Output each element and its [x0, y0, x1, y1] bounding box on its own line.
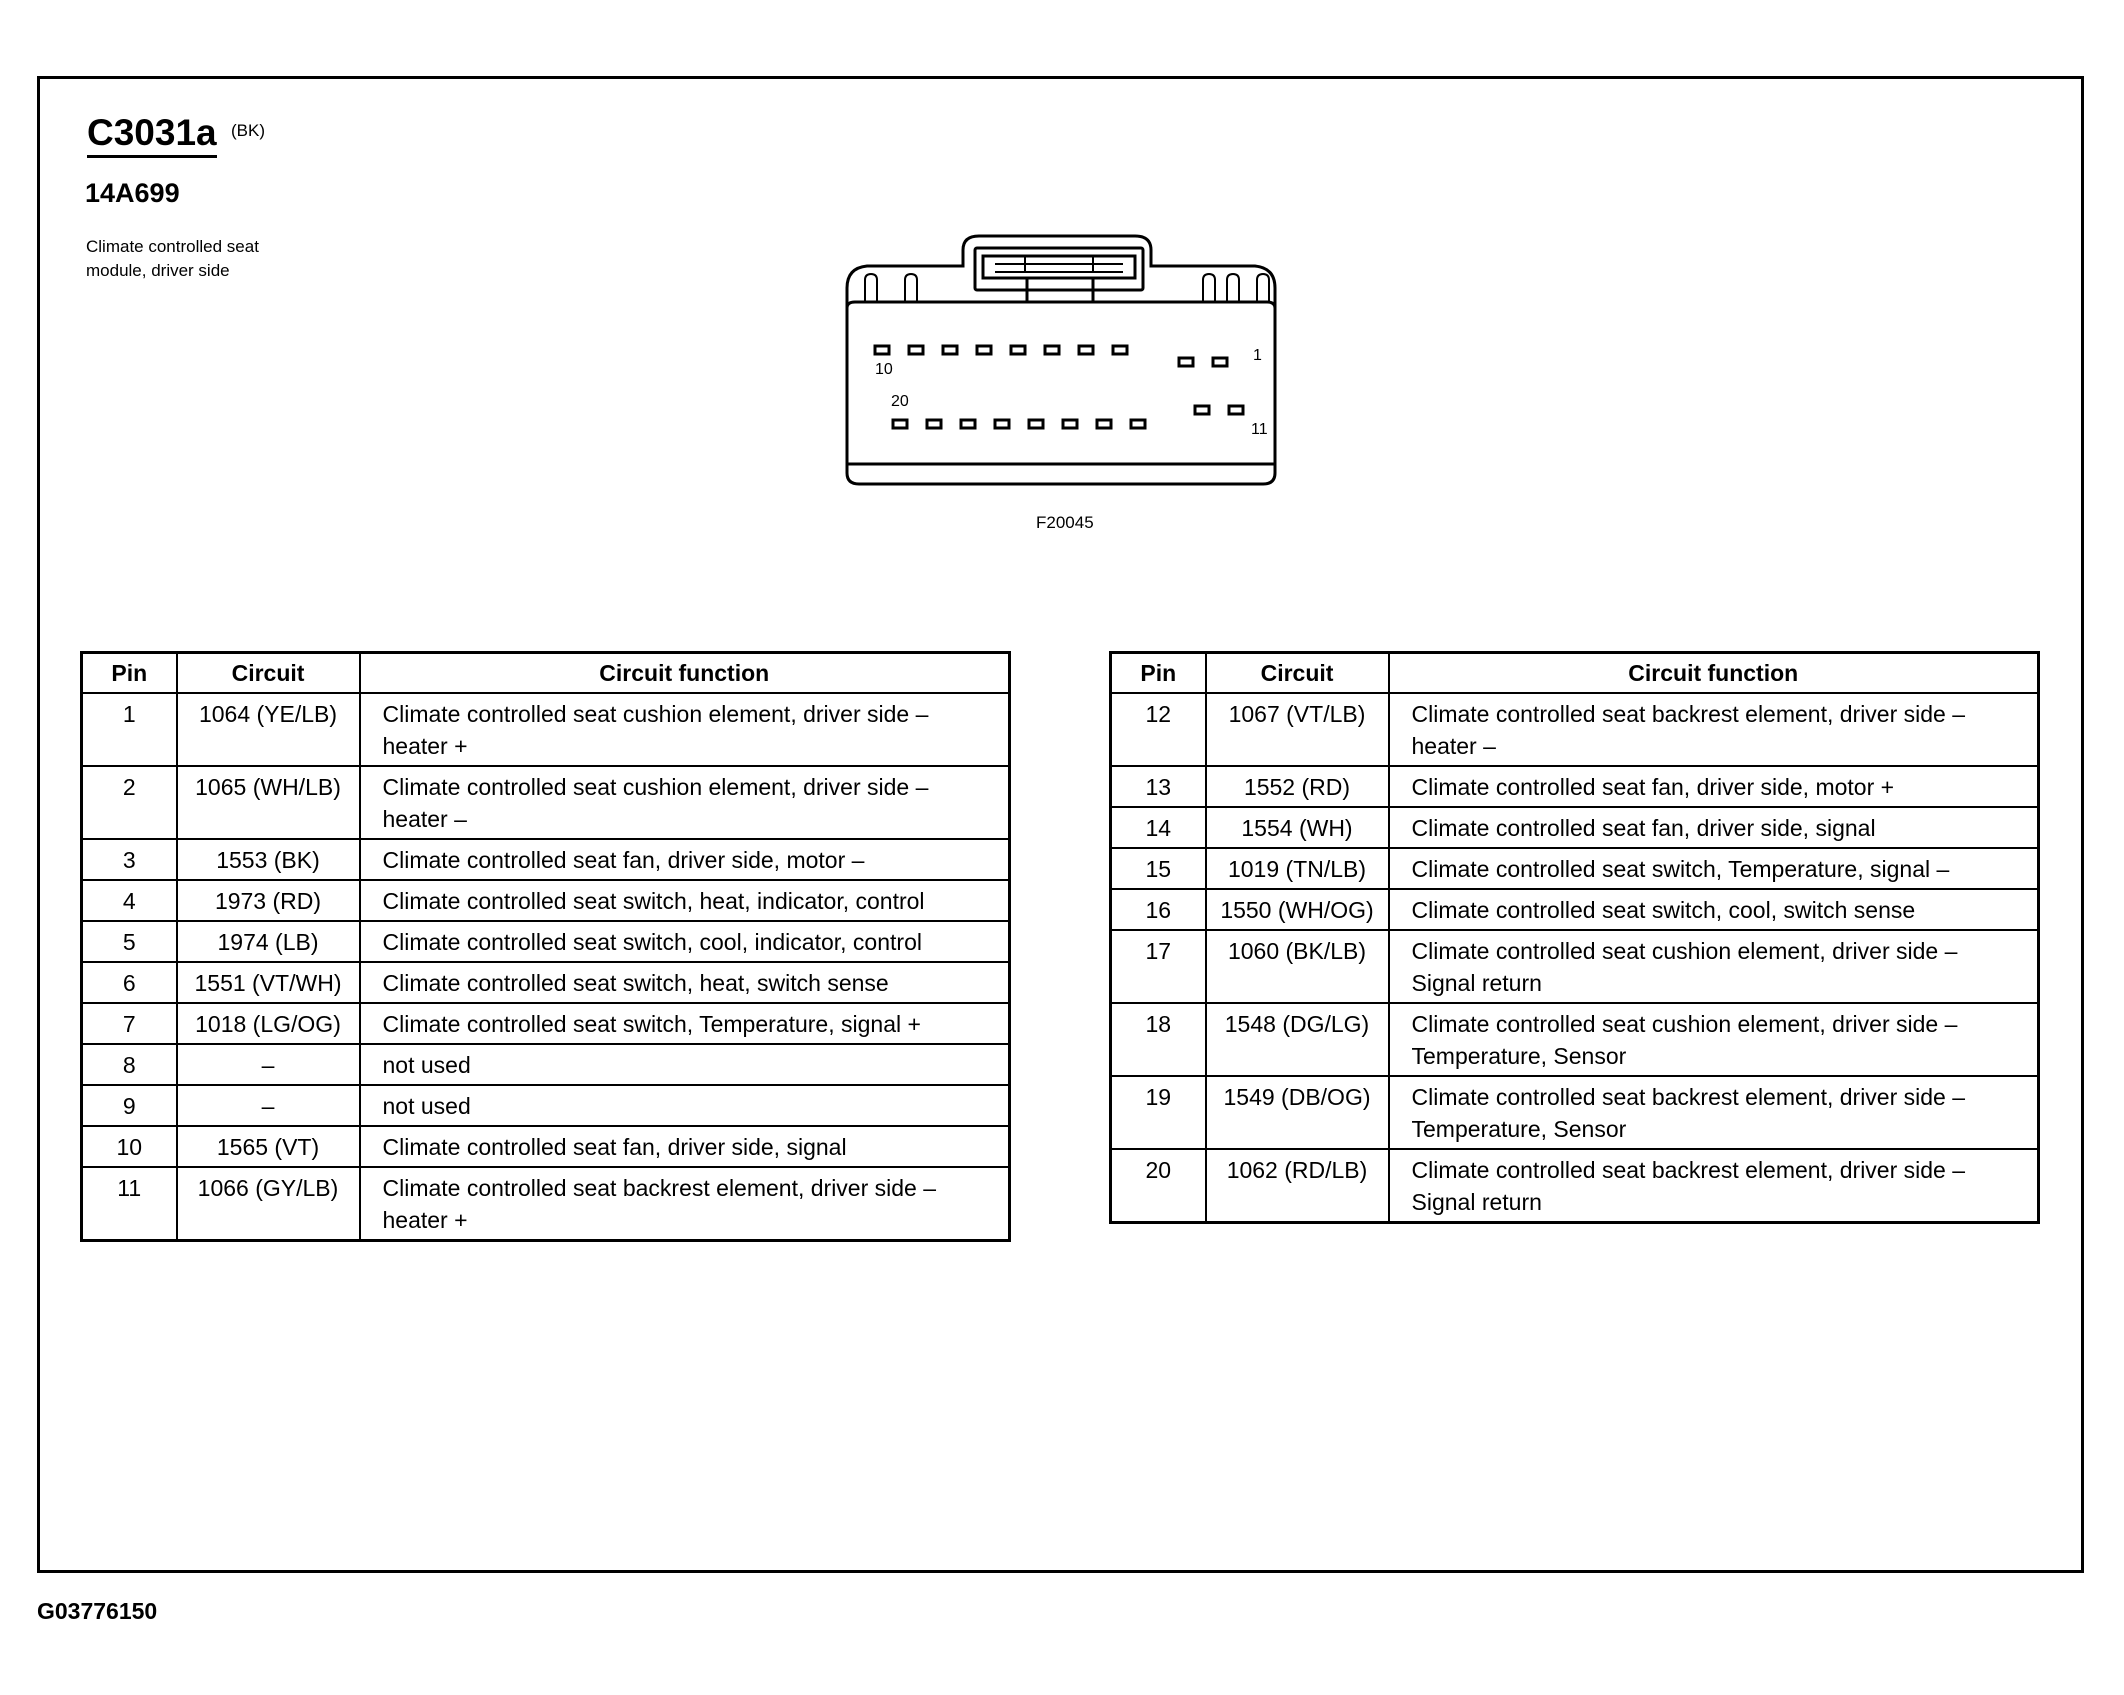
table-header-row: [1111, 653, 2039, 694]
table-row: [1111, 889, 2039, 930]
circuit-function: Climate controlled seat switch, Temperature, signal +: [360, 1003, 1010, 1044]
pin-number: 10: [82, 1126, 177, 1167]
circuit-function: Climate controlled seat backrest element, driver side – Temperature, Sensor: [1389, 1076, 2039, 1149]
pin-number: 17: [1111, 930, 1206, 1003]
pin-number: 16: [1111, 889, 1206, 930]
table-row: [82, 1167, 1010, 1241]
pin-label-20: 20: [891, 393, 909, 410]
circuit-id: 1018 (LG/OG): [177, 1003, 360, 1044]
circuit-id: 1064 (YE/LB): [177, 693, 360, 766]
circuit-function: Climate controlled seat switch, cool, switch sense: [1389, 889, 2039, 930]
circuit-function: Climate controlled seat switch, heat, indicator, control: [360, 880, 1010, 921]
header-circuit: Circuit: [1206, 653, 1389, 694]
pin-number: 5: [82, 921, 177, 962]
table-row: [82, 1126, 1010, 1167]
table-row: [82, 693, 1010, 766]
pin-number: 9: [82, 1085, 177, 1126]
pin-number: 6: [82, 962, 177, 1003]
circuit-id: 1973 (RD): [177, 880, 360, 921]
circuit-id: 1067 (VT/LB): [1206, 693, 1389, 766]
header-pin: Pin: [82, 653, 177, 694]
circuit-function: Climate controlled seat fan, driver side, motor +: [1389, 766, 2039, 807]
circuit-function: Climate controlled seat cushion element, driver side – Temperature, Sensor: [1389, 1003, 2039, 1076]
table-row: [1111, 1076, 2039, 1149]
circuit-id: 1552 (RD): [1206, 766, 1389, 807]
circuit-function: Climate controlled seat switch, cool, indicator, control: [360, 921, 1010, 962]
circuit-function: Climate controlled seat fan, driver side, motor –: [360, 839, 1010, 880]
document-id: G03776150: [37, 1598, 158, 1624]
circuit-function: Climate controlled seat backrest element, driver side – heater –: [1389, 693, 2039, 766]
circuit-id: 1550 (WH/OG): [1206, 889, 1389, 930]
pin-number: 1: [82, 693, 177, 766]
circuit-id: 1548 (DG/LG): [1206, 1003, 1389, 1076]
pin-number: 12: [1111, 693, 1206, 766]
table-row: [1111, 693, 2039, 766]
pin-table-right: [1109, 651, 2040, 1224]
header-circuit-function: Circuit function: [360, 653, 1010, 694]
circuit-id: 1062 (RD/LB): [1206, 1149, 1389, 1223]
circuit-id: 1553 (BK): [177, 839, 360, 880]
circuit-id: 1565 (VT): [177, 1126, 360, 1167]
table-row: [1111, 1149, 2039, 1223]
pin-number: 8: [82, 1044, 177, 1085]
pin-number: 4: [82, 880, 177, 921]
circuit-id: 1065 (WH/LB): [177, 766, 360, 839]
pin-number: 18: [1111, 1003, 1206, 1076]
circuit-id: –: [177, 1085, 360, 1126]
circuit-function: not used: [360, 1044, 1010, 1085]
connector-description: Climate controlled seat module, driver side: [86, 237, 259, 280]
table-row: [82, 839, 1010, 880]
circuit-function: not used: [360, 1085, 1010, 1126]
table-row: [1111, 848, 2039, 889]
table-row: [82, 921, 1010, 962]
pin-number: 14: [1111, 807, 1206, 848]
pin-number: 3: [82, 839, 177, 880]
connector-id: C3031a: [87, 112, 217, 158]
circuit-id: 1066 (GY/LB): [177, 1167, 360, 1241]
pin-number: 2: [82, 766, 177, 839]
connector-color-code: (BK): [231, 121, 265, 140]
circuit-function: Climate controlled seat cushion element, driver side – Signal return: [1389, 930, 2039, 1003]
table-row: [1111, 766, 2039, 807]
pin-number: 11: [82, 1167, 177, 1241]
circuit-function: Climate controlled seat fan, driver side, signal: [360, 1126, 1010, 1167]
pin-number: 20: [1111, 1149, 1206, 1223]
pin-table-left: [80, 651, 1011, 1242]
pin-number: 7: [82, 1003, 177, 1044]
pin-label-10: 10: [875, 361, 893, 378]
table-row: [1111, 930, 2039, 1003]
circuit-id: 1549 (DB/OG): [1206, 1076, 1389, 1149]
circuit-id: 1060 (BK/LB): [1206, 930, 1389, 1003]
circuit-function: Climate controlled seat backrest element, driver side – heater +: [360, 1167, 1010, 1241]
circuit-function: Climate controlled seat cushion element, driver side – heater –: [360, 766, 1010, 839]
circuit-function: Climate controlled seat switch, heat, switch sense: [360, 962, 1010, 1003]
circuit-id: 1974 (LB): [177, 921, 360, 962]
circuit-id: –: [177, 1044, 360, 1085]
circuit-function: Climate controlled seat fan, driver side, signal: [1389, 807, 2039, 848]
header-circuit-function: Circuit function: [1389, 653, 2039, 694]
table-row: [1111, 807, 2039, 848]
part-number: 14A699: [85, 178, 180, 208]
pin-number: 15: [1111, 848, 1206, 889]
header-pin: Pin: [1111, 653, 1206, 694]
table-row: [82, 1003, 1010, 1044]
table-row: [1111, 1003, 2039, 1076]
table-row: [82, 962, 1010, 1003]
table-row: [82, 1044, 1010, 1085]
table-row: [82, 766, 1010, 839]
circuit-function: Climate controlled seat backrest element, driver side – Signal return: [1389, 1149, 2039, 1223]
connector-face-diagram: [845, 228, 1285, 496]
table-header-row: [82, 653, 1010, 694]
table-row: [82, 1085, 1010, 1126]
circuit-function: Climate controlled seat cushion element, driver side – heater +: [360, 693, 1010, 766]
pin-label-11: 11: [1251, 421, 1268, 438]
figure-id: F20045: [1036, 513, 1094, 532]
circuit-id: 1019 (TN/LB): [1206, 848, 1389, 889]
circuit-id: 1554 (WH): [1206, 807, 1389, 848]
header-circuit: Circuit: [177, 653, 360, 694]
table-row: [82, 880, 1010, 921]
pin-number: 13: [1111, 766, 1206, 807]
circuit-function: Climate controlled seat switch, Temperature, signal –: [1389, 848, 2039, 889]
circuit-id: 1551 (VT/WH): [177, 962, 360, 1003]
pin-number: 19: [1111, 1076, 1206, 1149]
pin-label-1: 1: [1253, 347, 1262, 364]
